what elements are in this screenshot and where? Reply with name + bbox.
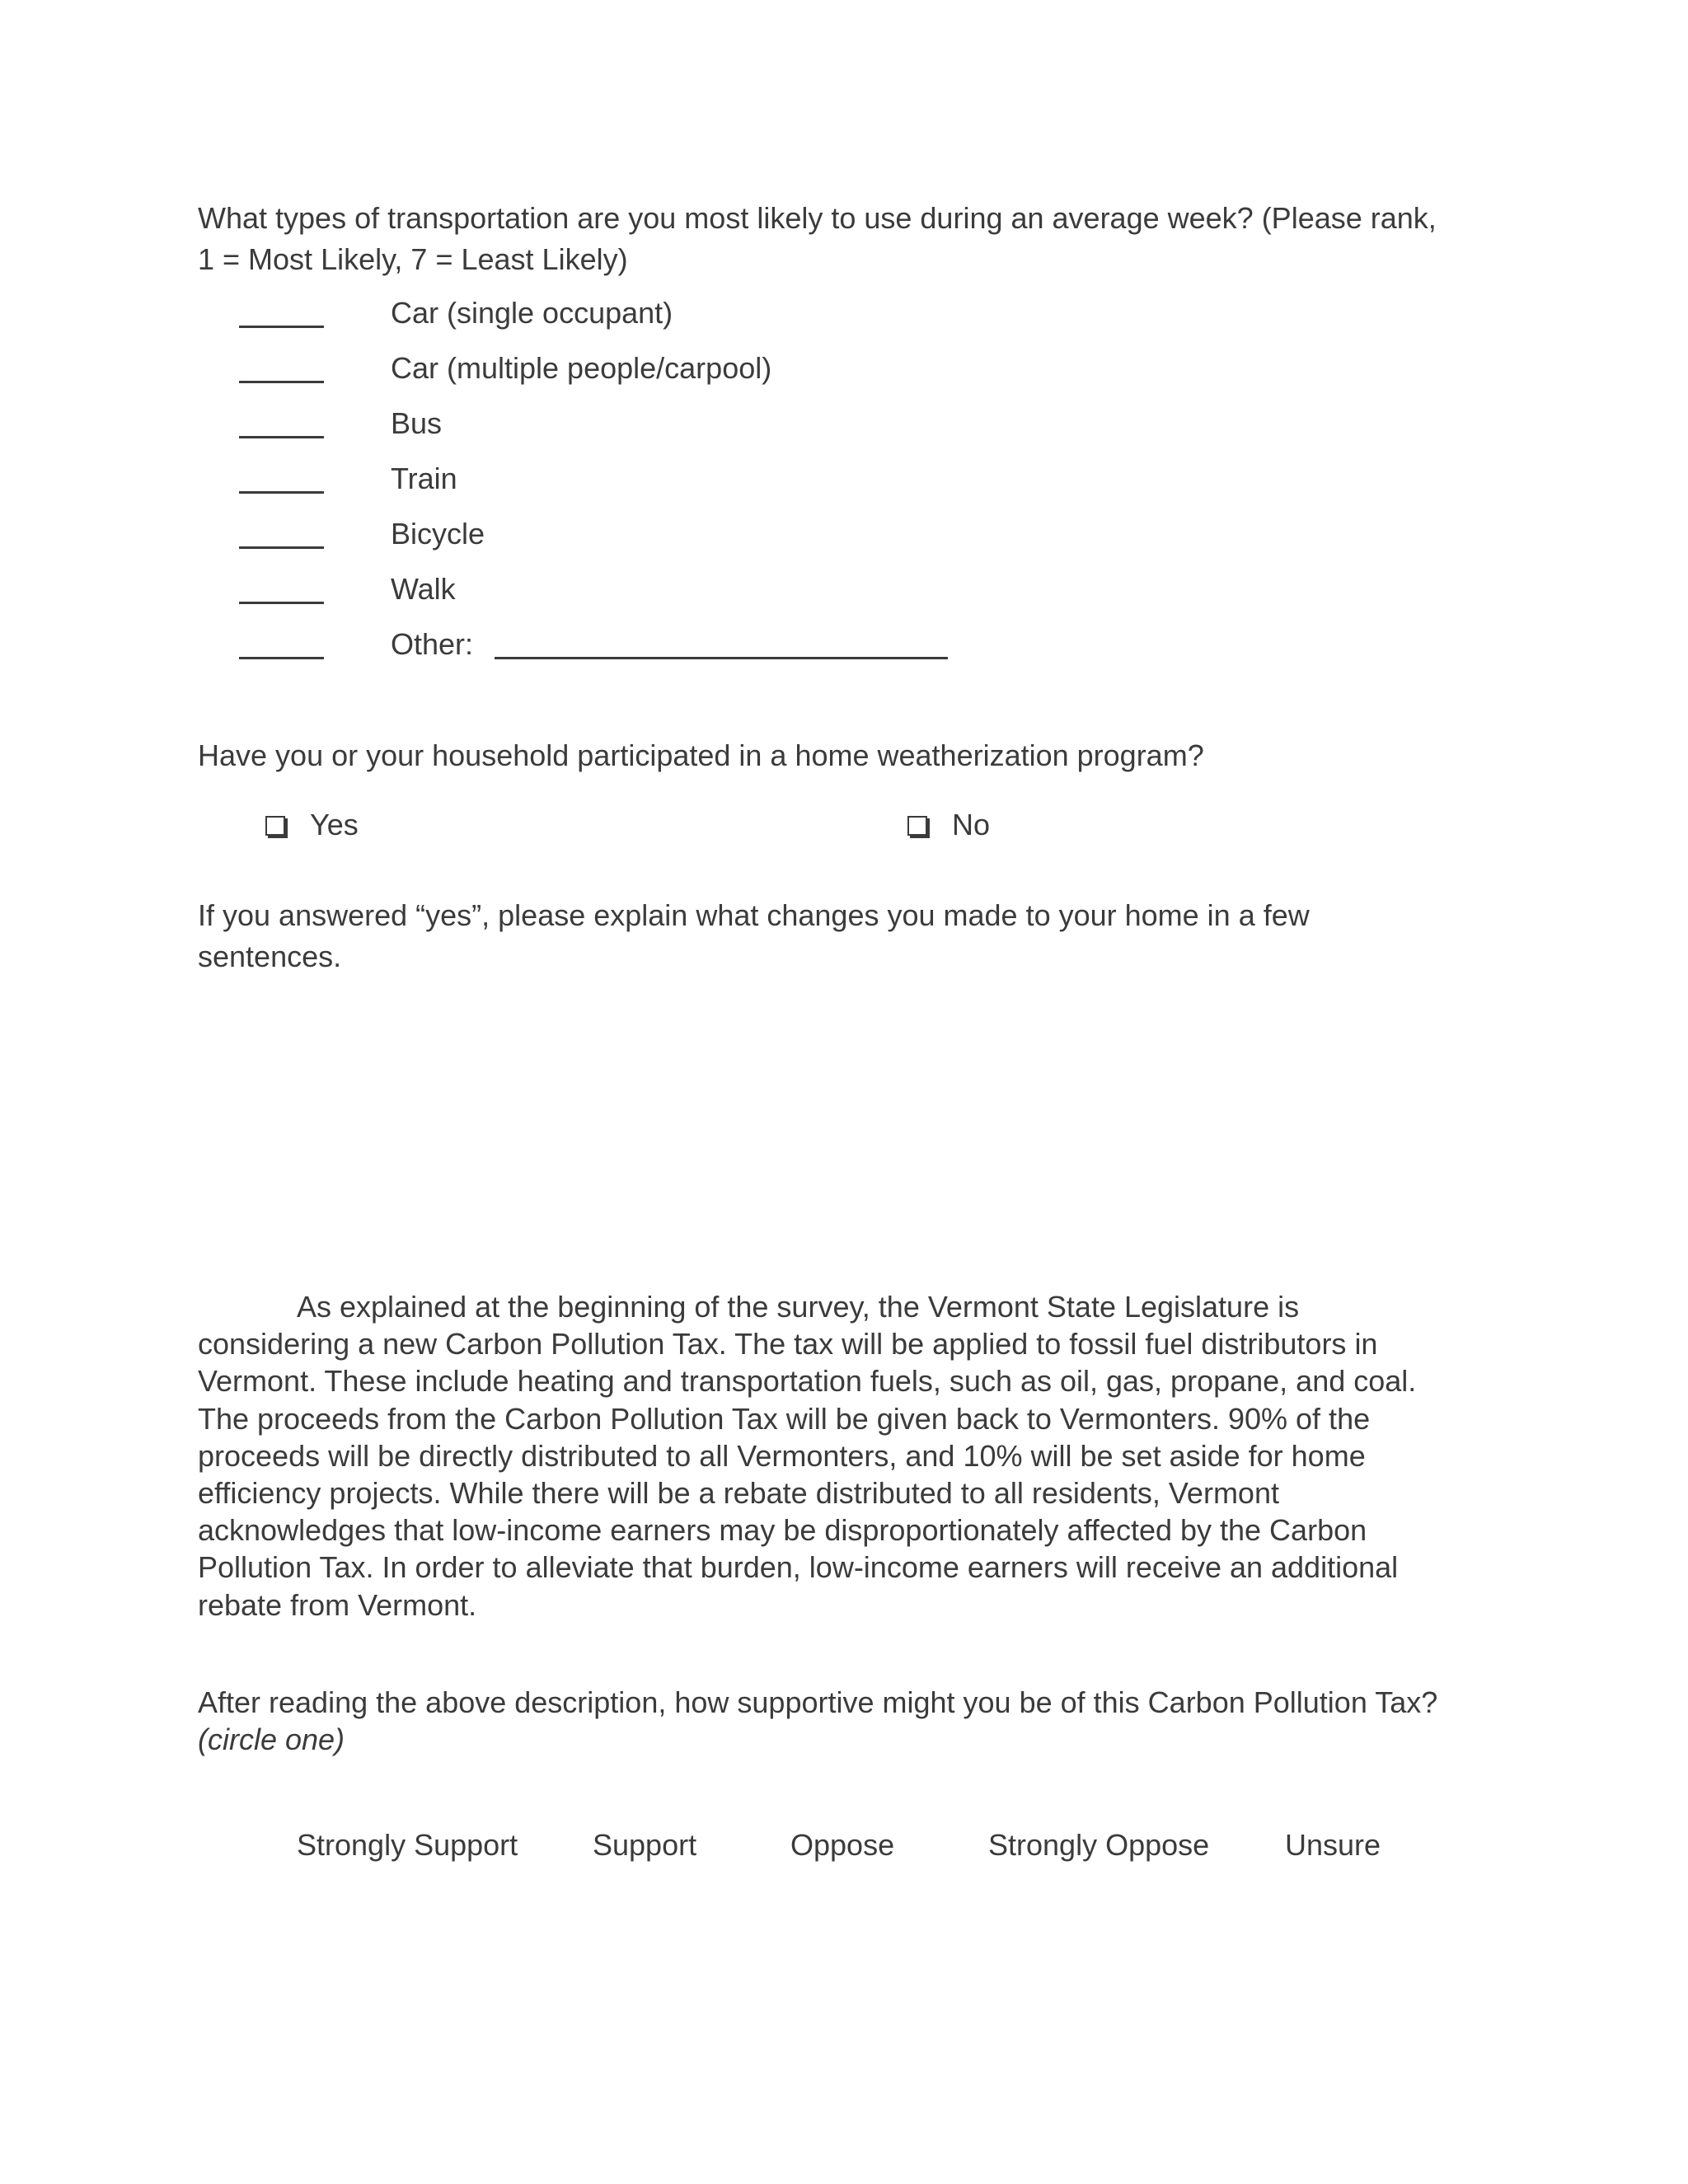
support-question bbox=[198, 1684, 1484, 1758]
explain-question bbox=[198, 895, 1500, 977]
rank-blank[interactable] bbox=[239, 657, 324, 659]
choice-oppose[interactable]: Oppose bbox=[790, 1828, 895, 1862]
explain-line1: If you answered “yes”, please explain what changes you made to your home in a few bbox=[198, 898, 1310, 932]
yes-checkbox[interactable] bbox=[265, 816, 285, 836]
option-label: Bus bbox=[391, 406, 443, 440]
description-line: Vermont. These include heating and transportation fuels, such as oil, gas, propane, and coal. bbox=[198, 1364, 1417, 1399]
choice-unsure[interactable]: Unsure bbox=[1285, 1828, 1381, 1862]
rank-blank[interactable] bbox=[239, 436, 324, 438]
transport-question bbox=[198, 198, 1500, 280]
description-line: efficiency projects. While there will be a rebate distributed to all residents, Vermont bbox=[198, 1476, 1279, 1511]
rank-blank[interactable] bbox=[239, 326, 324, 328]
choice-support[interactable]: Support bbox=[593, 1828, 697, 1862]
description-line: acknowledges that low-income earners may be disproportionately affected by the Carbon bbox=[198, 1513, 1367, 1548]
tax-description bbox=[198, 1288, 1484, 1624]
description-line: The proceeds from the Carbon Pollution Tax will be given back to Vermonters. 90% of the bbox=[198, 1401, 1371, 1436]
rank-blank[interactable] bbox=[239, 602, 324, 604]
support-question-text: After reading the above description, how supportive might you be of this Carbon Pollution Tax? bbox=[198, 1685, 1438, 1719]
support-instruction: (circle one) bbox=[198, 1722, 345, 1757]
transport-question-line2: 1 = Most Likely, 7 = Least Likely) bbox=[198, 242, 628, 276]
option-label: Train bbox=[391, 462, 457, 495]
rank-blank[interactable] bbox=[239, 381, 324, 383]
transport-question-line1: What types of transportation are you most likely to use during an average week? (Please rank, bbox=[198, 201, 1437, 235]
other-specify-line[interactable] bbox=[495, 657, 948, 659]
rank-blank[interactable] bbox=[239, 546, 324, 549]
option-label: Car (single occupant) bbox=[391, 296, 673, 330]
explain-answer-area[interactable] bbox=[198, 981, 1484, 1244]
explain-line2: sentences. bbox=[198, 940, 342, 973]
yes-label: Yes bbox=[310, 808, 359, 841]
choice-strongly-support[interactable]: Strongly Support bbox=[297, 1828, 518, 1862]
description-line: Pollution Tax. In order to alleviate that burden, low-income earners will receive an additional bbox=[198, 1550, 1399, 1585]
no-checkbox[interactable] bbox=[907, 816, 927, 836]
description-line: rebate from Vermont. bbox=[198, 1587, 477, 1622]
option-label: Car (multiple people/carpool) bbox=[391, 351, 772, 385]
description-line: As explained at the beginning of the survey, the Vermont State Legislature is bbox=[297, 1290, 1300, 1324]
choice-strongly-oppose[interactable]: Strongly Oppose bbox=[988, 1828, 1210, 1862]
rank-blank[interactable] bbox=[239, 491, 324, 494]
description-line: proceeds will be directly distributed to all Vermonters, and 10% will be set aside for home bbox=[198, 1438, 1366, 1473]
weatherization-question: Have you or your household participated in a home weatherization program? bbox=[198, 738, 1204, 772]
option-label: Walk bbox=[391, 572, 456, 606]
option-label: Other: bbox=[391, 627, 474, 661]
no-label: No bbox=[952, 808, 991, 841]
option-label: Bicycle bbox=[391, 517, 485, 551]
description-line: considering a new Carbon Pollution Tax. The tax will be applied to fossil fuel distributors in bbox=[198, 1327, 1378, 1361]
